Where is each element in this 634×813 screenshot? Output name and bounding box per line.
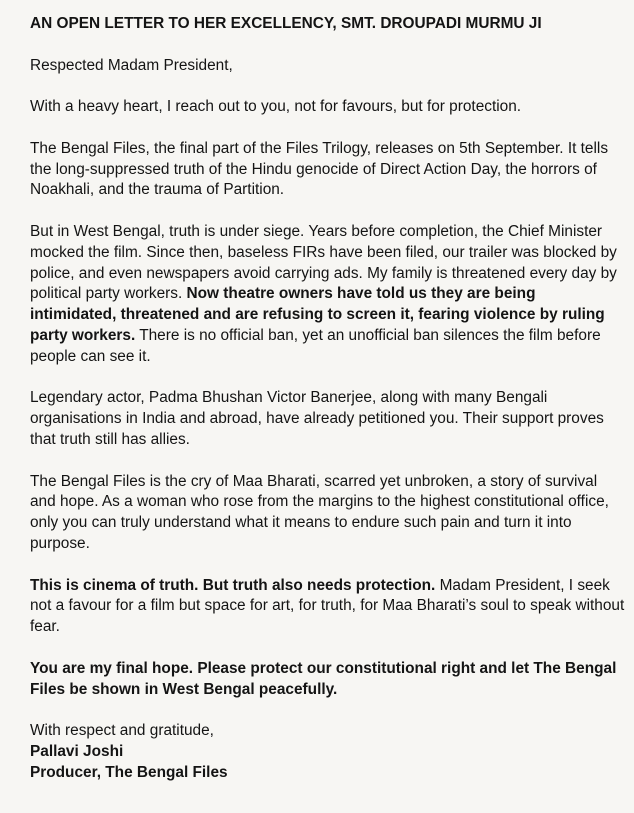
signature-role: Producer, The Bengal Files	[30, 763, 228, 781]
letter-paragraph	[30, 97, 625, 118]
bold-text-run: This is cinema of truth. But truth also needs protection.	[30, 576, 436, 594]
text-run: The Bengal Files is the cry of Maa Bharati, scarred yet unbroken, a story of survival and hope. As a woman who rose from the margins to the highest constitutional office, only you can truly understand what it means to endure such pain and turn it into purpose.	[30, 472, 609, 552]
letter-paragraph	[30, 388, 625, 450]
signature-name: Pallavi Joshi	[30, 742, 124, 760]
bold-text-run: Now theatre owners have told us they are being intimidated, threatened and are refusing to screen it, fearing violence by ruling party workers.	[30, 285, 605, 344]
text-run: With a heavy heart, I reach out to you, not for favours, but for protection.	[30, 98, 522, 116]
closing-line: With respect and gratitude,	[30, 722, 214, 740]
letter-paragraph	[30, 139, 625, 201]
text-run: The Bengal Files, the final part of the Files Trilogy, releases on 5th September. It tells the long-suppressed truth of the Hindu genocide of Direct Action Day, the horrors of Noakhali, and the trauma of Partition.	[30, 139, 609, 199]
bold-text-run: You are my final hope. Please protect our constitutional right and let The Bengal Files be shown in West Bengal peacefully.	[30, 659, 617, 698]
paragraph-list	[30, 97, 625, 700]
letter-body	[30, 14, 625, 783]
letter-paragraph	[30, 659, 625, 701]
text-run: Legendary actor, Padma Bhushan Victor Banerjee, along with many Bengali organisations in India and abroad, have already petitioned you. Their support proves that truth still has allies.	[30, 389, 604, 448]
text-run: But in West Bengal, truth is under siege. Years before completion, the Chief Minister mocked the film. Since then, baseless FIRs have been filed, our trailer was blocked by police, and even newspapers avoid carrying ads. My family is threatened every day by political party workers.	[30, 222, 617, 303]
text-run: There is no official ban, yet an unofficial ban silences the film before people can see it.	[30, 326, 601, 365]
letter-paragraph	[30, 472, 625, 555]
letter-paragraph	[30, 576, 625, 638]
salutation: Respected Madam President,	[30, 56, 233, 74]
letter-paragraph	[30, 222, 625, 368]
text-run: Madam President, I seek not a favour for a film but space for art, for truth, for Maa Bharati’s soul to speak without fear.	[30, 576, 625, 636]
letter-title: AN OPEN LETTER TO HER EXCELLENCY, SMT. DROUPADI MURMU JI	[30, 15, 542, 32]
